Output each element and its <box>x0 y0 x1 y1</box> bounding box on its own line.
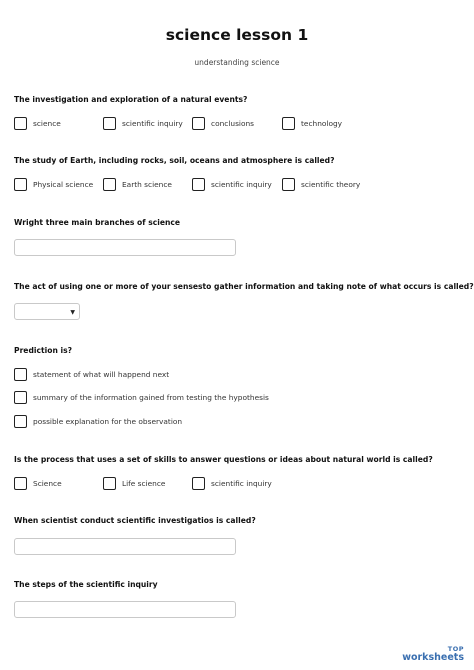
logo-top-text: TOP <box>447 645 464 653</box>
checkbox[interactable] <box>14 117 27 130</box>
checkbox[interactable] <box>282 117 295 130</box>
checkbox[interactable] <box>192 117 205 130</box>
q6-option-1[interactable] <box>14 477 62 490</box>
checkbox[interactable] <box>14 415 27 428</box>
option-label: Life science <box>122 479 166 488</box>
question-1: The investigation and exploration of a natural events? <box>14 95 248 104</box>
q2-option-2[interactable] <box>103 178 172 191</box>
q5-option-1[interactable] <box>14 368 169 381</box>
option-label: summary of the information gained from testing the hypothesis <box>33 393 269 402</box>
question-5: Prediction is? <box>14 346 73 355</box>
option-label: conclusions <box>211 119 255 128</box>
q6-option-3[interactable] <box>192 477 272 490</box>
q1-option-2[interactable] <box>103 117 183 130</box>
question-8: The steps of the scientific inquiry <box>14 580 158 589</box>
q4-answer-dropdown[interactable] <box>14 303 80 320</box>
caret-down-icon: ▼ <box>70 309 75 316</box>
page-subtitle: understanding science <box>194 58 280 67</box>
checkbox[interactable] <box>14 368 27 381</box>
checkbox[interactable] <box>192 477 205 490</box>
question-4: The act of using one or more of your sensesto gather information and taking note of what occurs is called? <box>14 282 474 291</box>
option-label: scientific theory <box>301 180 361 189</box>
question-7: When scientist conduct scientific investigatios is called? <box>14 516 256 525</box>
q7-answer-input[interactable] <box>14 538 236 555</box>
q1-option-3[interactable] <box>192 117 254 130</box>
option-label: scientific inquiry <box>122 119 183 128</box>
logo-name-text: worksheets <box>402 651 464 663</box>
topworksheets-logo <box>402 646 464 662</box>
question-6: Is the process that uses a set of skills to answer questions or ideas about natural world is called? <box>14 455 433 464</box>
option-label: technology <box>301 119 343 128</box>
q3-answer-input[interactable] <box>14 239 236 256</box>
option-label: Science <box>33 479 62 488</box>
q2-option-4[interactable] <box>282 178 360 191</box>
q5-option-3[interactable] <box>14 415 182 428</box>
q2-option-1[interactable] <box>14 178 93 191</box>
q2-option-3[interactable] <box>192 178 272 191</box>
q1-option-1[interactable] <box>14 117 61 130</box>
q5-option-2[interactable] <box>14 391 269 404</box>
checkbox[interactable] <box>103 178 116 191</box>
option-label: scientific inquiry <box>211 180 272 189</box>
option-label: statement of what will happend next <box>33 370 170 379</box>
question-2: The study of Earth, including rocks, soil, oceans and atmosphere is called? <box>14 156 335 165</box>
option-label: Physical science <box>33 180 94 189</box>
option-label: scientific inquiry <box>211 479 272 488</box>
page-title: science lesson 1 <box>165 26 309 44</box>
checkbox[interactable] <box>192 178 205 191</box>
q6-option-2[interactable] <box>103 477 165 490</box>
checkbox[interactable] <box>103 117 116 130</box>
checkbox[interactable] <box>14 477 27 490</box>
option-label: possible explanation for the observation <box>33 417 183 426</box>
q1-option-4[interactable] <box>282 117 342 130</box>
checkbox[interactable] <box>14 391 27 404</box>
checkbox[interactable] <box>282 178 295 191</box>
checkbox[interactable] <box>14 178 27 191</box>
option-label: Earth science <box>122 180 172 189</box>
q8-answer-input[interactable] <box>14 601 236 618</box>
question-3: Wright three main branches of science <box>14 218 181 227</box>
option-label: science <box>33 119 61 128</box>
checkbox[interactable] <box>103 477 116 490</box>
